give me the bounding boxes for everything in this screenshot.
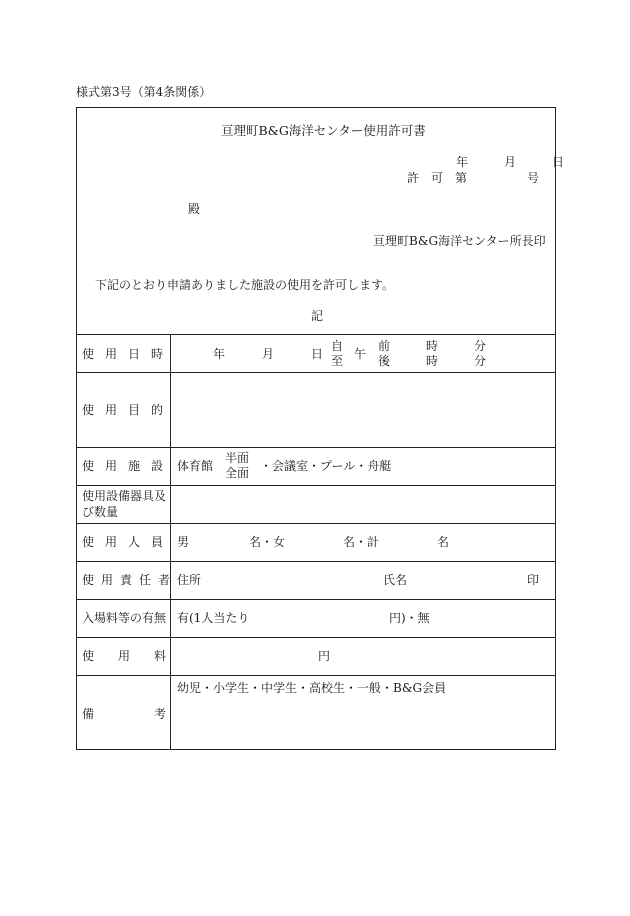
row-divider — [76, 485, 556, 486]
row-divider — [76, 599, 556, 600]
date-ampm: 午 — [354, 347, 367, 361]
responsible-name: 氏名 — [383, 573, 408, 587]
admission-fee-no: 円)・無 — [389, 611, 430, 625]
statement: 下記のとおり申請ありました施設の使用を許可します。 — [95, 278, 395, 292]
persons-female: 名・女 — [249, 535, 286, 549]
row-divider — [76, 523, 556, 524]
date-year: 年 — [213, 347, 226, 361]
usage-fee-yen: 円 — [318, 649, 331, 663]
label-responsible: 使用責任者 — [82, 573, 178, 587]
form-number: 様式第3号（第4条関係） — [76, 85, 212, 99]
label-remarks-char1: 備 — [82, 707, 95, 721]
date-am: 前 — [378, 339, 391, 353]
date-minute-to: 分 — [474, 354, 487, 368]
persons-male: 男 — [177, 535, 190, 549]
facility-gym: 体育館 — [177, 459, 214, 473]
permit-number-label: 許 可 第 — [407, 171, 468, 185]
permit-number-suffix: 号 — [527, 171, 540, 185]
addressee-suffix: 殿 — [188, 202, 201, 216]
facility-others: ・会議室・プール・舟艇 — [260, 459, 392, 473]
label-usage-datetime: 使用日時 — [82, 347, 175, 361]
label-equipment: 使用設備器具及 — [82, 489, 167, 503]
label-usage-fee-char2: 用 — [117, 649, 130, 663]
row-divider — [76, 675, 556, 676]
row-divider — [76, 561, 556, 562]
date-to: 至 — [331, 354, 344, 368]
persons-end: 名 — [437, 535, 450, 549]
responsible-seal: 印 — [527, 573, 540, 587]
label-remarks — [82, 708, 166, 720]
row-divider — [76, 334, 556, 335]
responsible-address: 住所 — [177, 573, 202, 587]
date-from: 自 — [331, 339, 344, 353]
label-usage-fee-char3: 料 — [153, 649, 166, 663]
admission-fee-yes: 有(1人当たり — [177, 611, 250, 625]
date-month: 月 — [262, 347, 275, 361]
date-pm: 後 — [378, 354, 391, 368]
facility-half: 半面 — [225, 451, 250, 465]
date-hour-to: 時 — [426, 354, 439, 368]
row-divider — [76, 637, 556, 638]
date-hour-from: 時 — [426, 339, 439, 353]
ki-heading: 記 — [311, 309, 324, 323]
row-divider — [76, 447, 556, 448]
issuer: 亘理町B&G海洋センター所長印 — [373, 234, 546, 248]
label-usage-facility: 使用施設 — [82, 459, 175, 473]
label-remarks-char2: 考 — [153, 707, 166, 721]
date-minute-from: 分 — [474, 339, 487, 353]
facility-full: 全面 — [225, 466, 250, 480]
label-equipment-cont: び数量 — [82, 505, 119, 519]
date-line: 年 月 日 — [456, 155, 565, 169]
remarks-content: 幼児・小学生・中学生・高校生・一般・B&G会員 — [177, 681, 447, 695]
persons-total: 名・計 — [343, 535, 380, 549]
label-persons: 使用人員 — [82, 535, 175, 549]
label-usage-purpose: 使用目的 — [82, 403, 175, 417]
label-usage-fee — [82, 650, 166, 662]
label-usage-fee-char1: 使 — [82, 649, 95, 663]
row-divider — [76, 372, 556, 373]
label-admission-fee: 入場料等の有無 — [82, 611, 167, 625]
document-title: 亘理町B&G海洋センター使用許可書 — [221, 123, 426, 138]
date-day: 日 — [311, 347, 324, 361]
